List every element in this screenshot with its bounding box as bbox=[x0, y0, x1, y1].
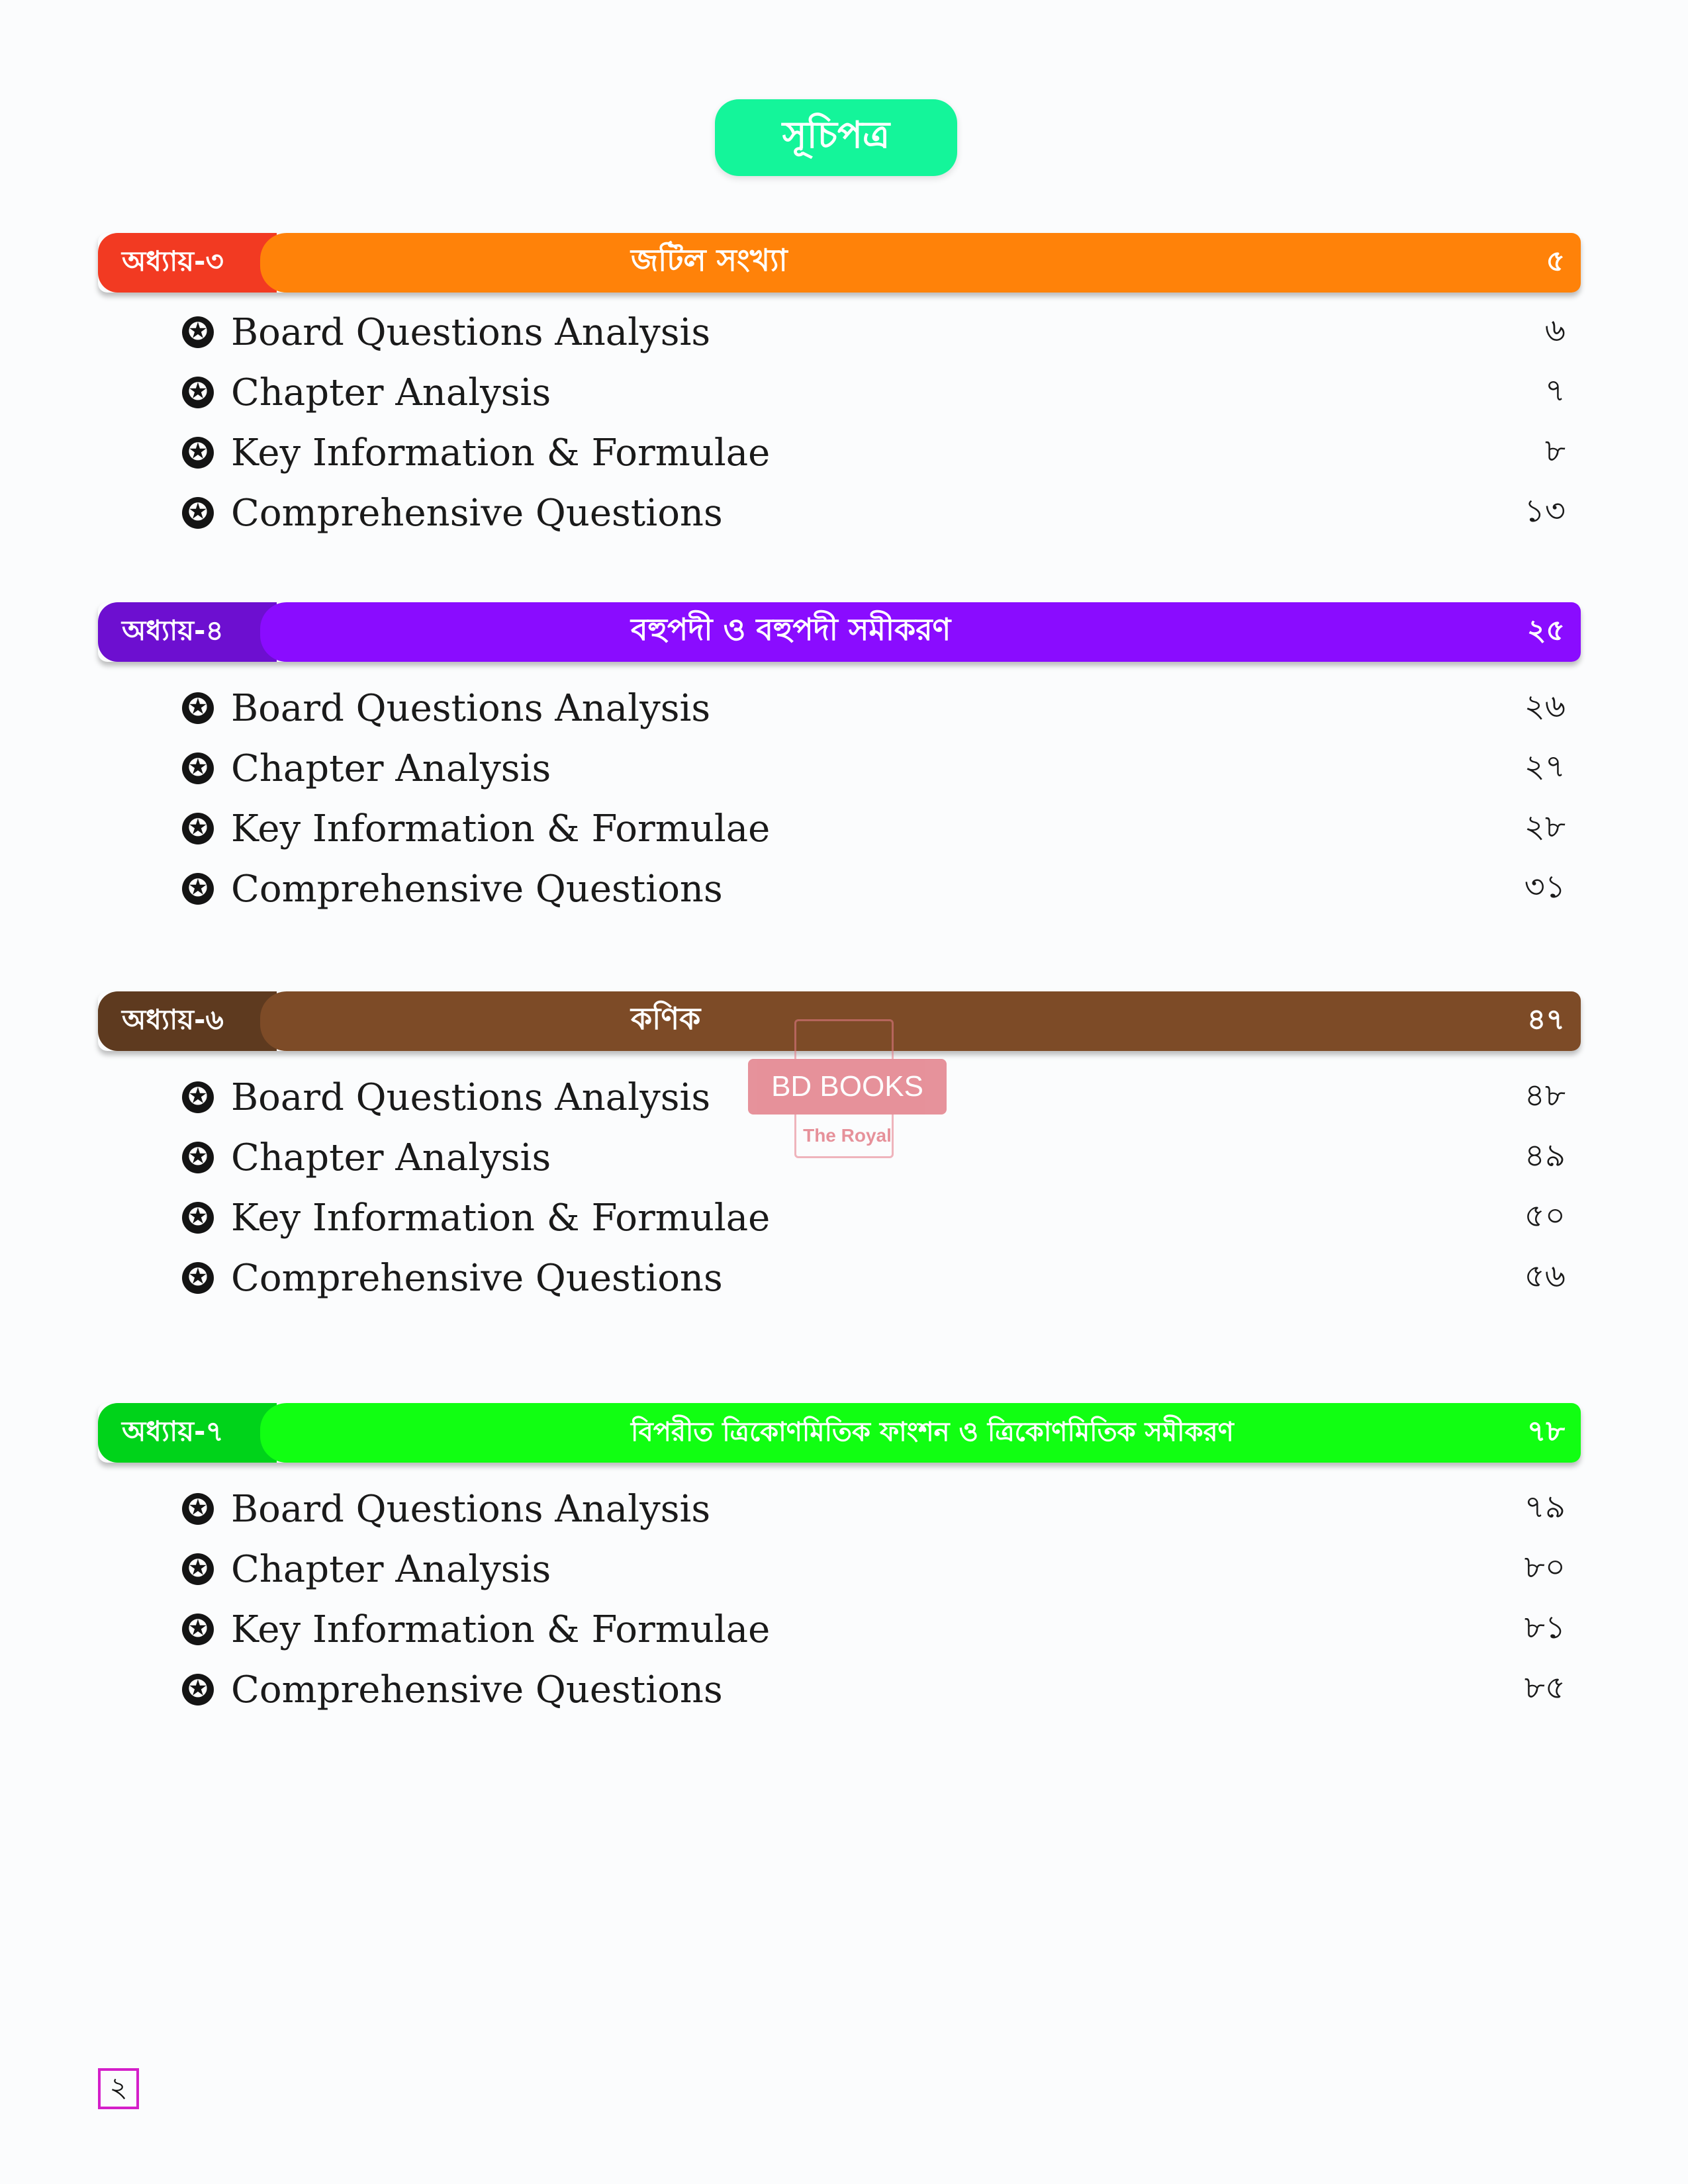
item-label: Comprehensive Questions bbox=[231, 491, 723, 535]
star-icon: ✪ bbox=[182, 1614, 214, 1645]
item-label: Chapter Analysis bbox=[231, 371, 551, 414]
item-label: Comprehensive Questions bbox=[231, 1668, 723, 1711]
item-page: ৮৫ bbox=[1524, 1668, 1566, 1706]
item-label: Key Information & Formulae bbox=[231, 1608, 771, 1651]
item-page: ৮ bbox=[1544, 432, 1566, 469]
item-page: ২৬ bbox=[1524, 687, 1566, 725]
list-item[interactable] bbox=[182, 1663, 1579, 1716]
list-item[interactable] bbox=[182, 1603, 1579, 1656]
item-page: ৪৯ bbox=[1524, 1136, 1566, 1174]
item-page: ৬ bbox=[1544, 311, 1566, 349]
item-label: Board Questions Analysis bbox=[231, 1487, 711, 1531]
chapter-3-header[interactable] bbox=[98, 233, 1581, 293]
star-icon: ✪ bbox=[182, 692, 214, 724]
list-item[interactable] bbox=[182, 1482, 1579, 1535]
item-label: Board Questions Analysis bbox=[231, 310, 711, 354]
item-page: ৮১ bbox=[1524, 1608, 1566, 1646]
list-item[interactable] bbox=[182, 426, 1579, 479]
star-icon: ✪ bbox=[182, 813, 214, 844]
star-icon: ✪ bbox=[182, 497, 214, 529]
star-icon: ✪ bbox=[182, 1202, 214, 1234]
list-item[interactable] bbox=[182, 306, 1579, 359]
item-label: Comprehensive Questions bbox=[231, 867, 723, 911]
item-page: ৭ bbox=[1544, 371, 1566, 409]
item-page: ৩১ bbox=[1524, 868, 1566, 905]
item-label: Chapter Analysis bbox=[231, 1547, 551, 1591]
item-label: Chapter Analysis bbox=[231, 747, 551, 790]
chapter-4-header[interactable] bbox=[98, 602, 1581, 662]
star-icon: ✪ bbox=[182, 1493, 214, 1525]
star-icon: ✪ bbox=[182, 1674, 214, 1706]
chapter-tag: অধ্যায়-৪ bbox=[98, 602, 277, 662]
item-label: Key Information & Formulae bbox=[231, 431, 771, 475]
star-icon: ✪ bbox=[182, 1142, 214, 1173]
chapter-7-header[interactable] bbox=[98, 1403, 1581, 1463]
item-label: Chapter Analysis bbox=[231, 1136, 551, 1179]
chapter-title: বহুপদী ও বহুপদী সমীকরণ bbox=[631, 612, 951, 647]
list-item[interactable] bbox=[182, 802, 1579, 855]
chapter-bar bbox=[260, 233, 1581, 293]
star-icon: ✪ bbox=[182, 316, 214, 348]
star-icon: ✪ bbox=[182, 1553, 214, 1585]
item-label: Board Questions Analysis bbox=[231, 686, 711, 730]
star-icon: ✪ bbox=[182, 752, 214, 784]
chapter-page: ৫ bbox=[1546, 244, 1565, 278]
list-item[interactable] bbox=[182, 862, 1579, 915]
item-page: ৫০ bbox=[1524, 1197, 1566, 1234]
item-page: ২৮ bbox=[1524, 807, 1566, 845]
item-page: ৮০ bbox=[1524, 1548, 1566, 1586]
list-item[interactable] bbox=[182, 486, 1579, 539]
item-label: Comprehensive Questions bbox=[231, 1256, 723, 1300]
star-icon: ✪ bbox=[182, 1262, 214, 1294]
chapter-title: কণিক bbox=[631, 1001, 701, 1036]
list-item[interactable] bbox=[182, 1251, 1579, 1304]
star-icon: ✪ bbox=[182, 873, 214, 905]
chapter-tag: অধ্যায়-৬ bbox=[98, 991, 277, 1051]
item-label: Key Information & Formulae bbox=[231, 1196, 771, 1240]
list-item[interactable] bbox=[182, 366, 1579, 419]
chapter-page: ২৫ bbox=[1526, 613, 1565, 647]
chapter-tag: অধ্যায়-৩ bbox=[98, 233, 277, 293]
watermark-sub: The Royal bbox=[803, 1125, 892, 1146]
list-item[interactable] bbox=[182, 682, 1579, 735]
list-item[interactable] bbox=[182, 742, 1579, 795]
page-number: ২ bbox=[98, 2068, 139, 2109]
item-label: Key Information & Formulae bbox=[231, 807, 771, 850]
item-label: Board Questions Analysis bbox=[231, 1075, 711, 1119]
chapter-page: ৭৮ bbox=[1526, 1414, 1565, 1448]
star-icon: ✪ bbox=[182, 377, 214, 408]
watermark-brand: BD BOOKS bbox=[748, 1059, 947, 1115]
chapter-page: ৪৭ bbox=[1526, 1002, 1565, 1036]
item-page: ১৩ bbox=[1524, 492, 1566, 529]
chapter-tag: অধ্যায়-৭ bbox=[98, 1403, 277, 1463]
item-page: ৪৮ bbox=[1524, 1076, 1566, 1114]
chapter-bar bbox=[260, 602, 1581, 662]
list-item[interactable] bbox=[182, 1543, 1579, 1596]
star-icon: ✪ bbox=[182, 437, 214, 469]
item-page: ২৭ bbox=[1524, 747, 1566, 785]
list-item[interactable] bbox=[182, 1191, 1579, 1244]
item-page: ৫৬ bbox=[1524, 1257, 1566, 1295]
star-icon: ✪ bbox=[182, 1081, 214, 1113]
page-title: সূচিপত্র bbox=[715, 99, 957, 176]
item-page: ৭৯ bbox=[1524, 1488, 1566, 1525]
chapter-title: বিপরীত ত্রিকোণমিতিক ফাংশন ও ত্রিকোণমিতিক সমীকরণ bbox=[631, 1416, 1234, 1447]
chapter-bar bbox=[260, 1403, 1581, 1463]
watermark-logo bbox=[748, 1019, 947, 1158]
chapter-title: জটিল সংখ্যা bbox=[631, 242, 788, 278]
